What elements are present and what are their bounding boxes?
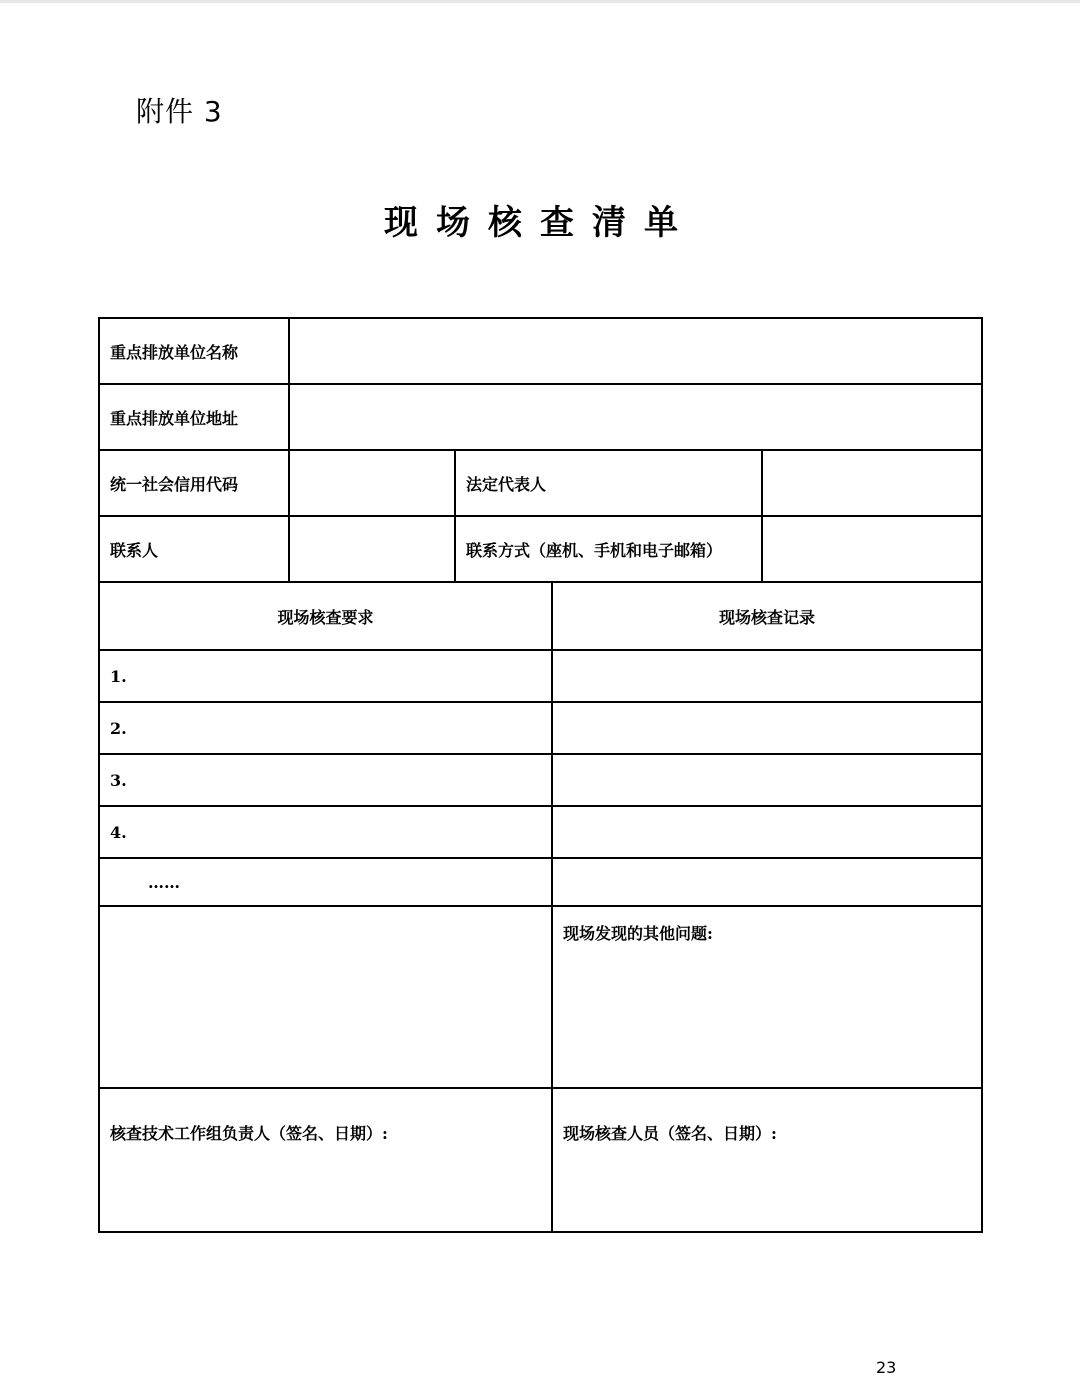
- inspector-signature-field[interactable]: [552, 1088, 982, 1232]
- checklist-row: [99, 754, 982, 806]
- top-edge-strip: [0, 0, 1080, 3]
- unit-address-field[interactable]: [289, 384, 982, 450]
- contact-person-label: 联系人: [99, 516, 289, 582]
- inspection-checklist-table: [98, 317, 983, 1233]
- credit-code-field[interactable]: [289, 450, 455, 516]
- leader-signature-field[interactable]: [99, 1088, 552, 1232]
- contact-person-field[interactable]: [289, 516, 455, 582]
- checklist-row-more: [99, 858, 982, 906]
- contact-method-label: 联系方式（座机、手机和电子邮箱）: [455, 516, 762, 582]
- contact-method-field[interactable]: [762, 516, 982, 582]
- checklist-header-row: [99, 582, 982, 650]
- blank-cell: [99, 906, 552, 1088]
- credit-code-row: [99, 450, 982, 516]
- checklist-row: [99, 806, 982, 858]
- other-issues-field[interactable]: [552, 906, 982, 1088]
- signature-row: [99, 1088, 982, 1232]
- requirements-header: 现场核查要求: [99, 582, 552, 650]
- requirement-item-1: 1.: [99, 650, 552, 702]
- other-issues-row: [99, 906, 982, 1088]
- inspector-signature-label: 现场核查人员（签名、日期）:: [563, 1124, 777, 1143]
- records-header: 现场核查记录: [552, 582, 982, 650]
- unit-name-label: 重点排放单位名称: [99, 318, 289, 384]
- unit-name-field[interactable]: [289, 318, 982, 384]
- leader-signature-label: 核查技术工作组负责人（签名、日期）:: [110, 1124, 388, 1143]
- unit-name-row: [99, 318, 982, 384]
- page-number: 23: [876, 1358, 897, 1377]
- unit-address-label: 重点排放单位地址: [99, 384, 289, 450]
- credit-code-label: 统一社会信用代码: [99, 450, 289, 516]
- contact-row: [99, 516, 982, 582]
- record-field-3[interactable]: [552, 754, 982, 806]
- unit-address-row: [99, 384, 982, 450]
- other-issues-label: 现场发现的其他问题:: [563, 924, 713, 943]
- record-field-more[interactable]: [552, 858, 982, 906]
- page-title: 现场核查清单: [384, 203, 696, 243]
- legal-rep-label: 法定代表人: [455, 450, 762, 516]
- requirement-ellipsis: ……: [99, 858, 552, 906]
- record-field-1[interactable]: [552, 650, 982, 702]
- requirement-item-3: 3.: [99, 754, 552, 806]
- requirement-item-4: 4.: [99, 806, 552, 858]
- record-field-2[interactable]: [552, 702, 982, 754]
- requirement-item-2: 2.: [99, 702, 552, 754]
- checklist-row: [99, 650, 982, 702]
- legal-rep-field[interactable]: [762, 450, 982, 516]
- attachment-label: 附件 3: [136, 95, 223, 128]
- checklist-row: [99, 702, 982, 754]
- record-field-4[interactable]: [552, 806, 982, 858]
